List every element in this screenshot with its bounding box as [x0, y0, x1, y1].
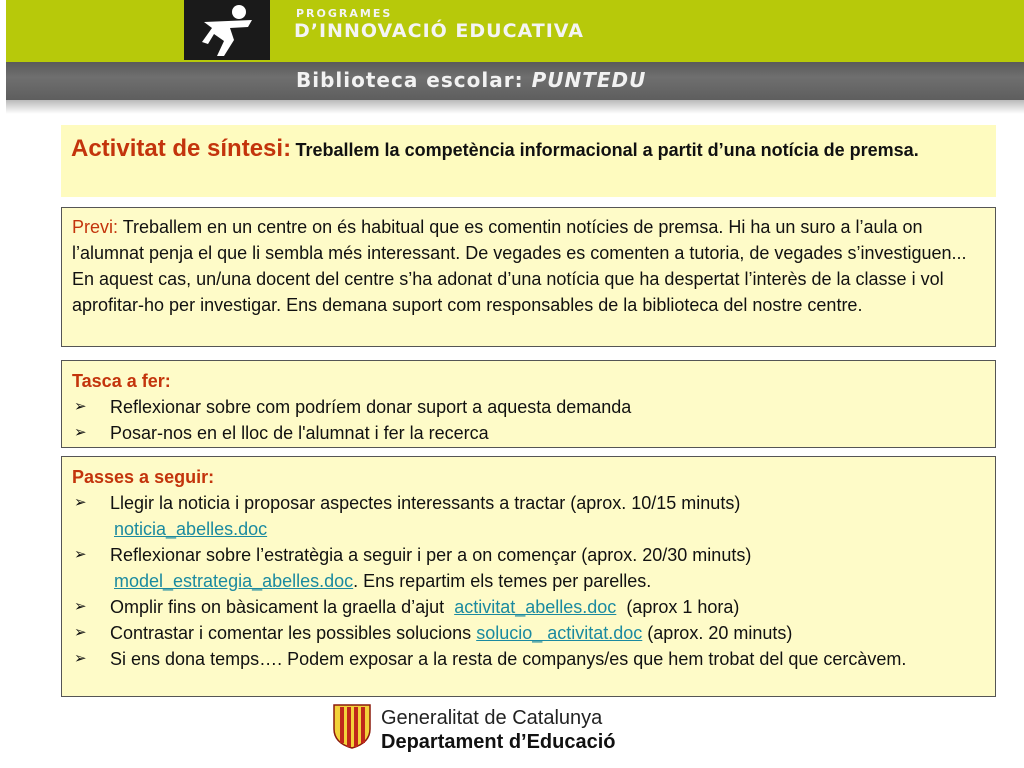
header-shadow [6, 100, 1024, 114]
step4-before: Contrastar i comentar les possibles solucions [110, 623, 472, 643]
model-estrategia-link[interactable]: model_estrategia_abelles.doc [114, 571, 354, 591]
arrow-bullet-icon: ➢ [74, 650, 87, 667]
page-subtitle [296, 68, 646, 92]
step2-text: Reflexionar sobre l’estratègia a seguir i per a on començar (aprox. 20/30 minuts) [110, 545, 752, 565]
previ-paragraph [72, 214, 987, 318]
list-item [72, 420, 987, 446]
title-lead: Activitat de síntesi: [71, 135, 292, 162]
tasca-box [61, 360, 996, 448]
arrow-bullet-icon: ➢ [74, 494, 87, 511]
passes-box [61, 456, 996, 697]
noticia-link[interactable]: noticia_abelles.doc [114, 519, 268, 539]
list-item [72, 620, 987, 646]
tasca-heading: Tasca a fer: [72, 371, 171, 391]
list-item [72, 542, 987, 568]
tasca-item-2: Posar-nos en el lloc de l'alumnat i fer la recerca [110, 423, 489, 443]
innovacio-logo [184, 0, 270, 60]
previ-label: Previ: [72, 217, 119, 237]
activitat-link[interactable]: activitat_abelles.doc [454, 597, 617, 617]
footer-generalitat: Generalitat de Catalunya [381, 707, 603, 729]
subtitle-brand: PUNTEDU [531, 68, 647, 92]
step1-text: Llegir la noticia i proposar aspectes interessants a tractar (aprox. 10/15 minuts) [110, 493, 741, 513]
programes-label: PROGRAMES [296, 7, 393, 20]
arrow-bullet-icon: ➢ [74, 624, 87, 641]
footer-departament: Departament d’Educació [381, 731, 616, 753]
solucio-link[interactable]: solucio_ activitat.doc [476, 623, 643, 643]
runner-figure-icon [184, 0, 270, 60]
arrow-bullet-icon: ➢ [74, 424, 87, 441]
step4-after: (aprox. 20 minuts) [647, 623, 793, 643]
step3-after: (aprox 1 hora) [626, 597, 740, 617]
title-box [61, 125, 996, 197]
list-item [72, 490, 987, 516]
previ-box [61, 207, 996, 347]
passes-heading: Passes a seguir: [72, 467, 215, 487]
subtitle-prefix: Biblioteca escolar: [296, 68, 524, 92]
step2-link-row [72, 568, 987, 594]
step1-link-row [72, 516, 987, 542]
generalitat-emblem-icon [332, 703, 372, 749]
title-rest: Treballem la competència informacional a partit d’una notícia de premsa. [295, 140, 919, 160]
innovacio-label: D’INNOVACIÓ EDUCATIVA [294, 20, 584, 42]
arrow-bullet-icon: ➢ [74, 398, 87, 415]
list-item [72, 646, 987, 672]
tasca-item-1: Reflexionar sobre com podríem donar suport a aquesta demanda [110, 397, 632, 417]
step2-after: . Ens repartim els temes per parelles. [353, 571, 652, 591]
list-item [72, 394, 987, 420]
list-item [72, 594, 987, 620]
previ-text: Treballem en un centre on és habitual que es comentin notícies de premsa. Hi ha un suro a l’aula on l’alumnat penja el que li sembla més interessant. De vegades es comenten a tutoria, de vegades s’investiguen... En aquest cas, un/una docent del centre s’ha adonat d’una notícia que ha despertat l’interès de la classe i vol aprofitar-ho per investigar. Ens demana suport com responsables de la biblioteca del nostre centre. [72, 217, 967, 315]
arrow-bullet-icon: ➢ [74, 598, 87, 615]
arrow-bullet-icon: ➢ [74, 546, 87, 563]
step3-before: Omplir fins on bàsicament la graella d’ajut [110, 597, 445, 617]
step5-text: Si ens dona temps…. Podem exposar a la resta de companys/es que hem trobat del que cercàvem. [110, 649, 907, 669]
